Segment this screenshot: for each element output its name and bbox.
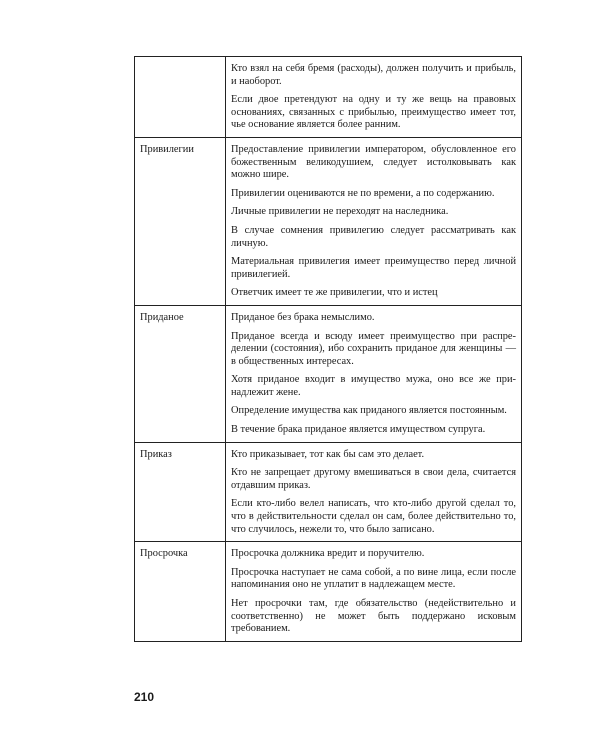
maxim-text: Материальная привилегия имеет преимущество перед личной привилегией.	[231, 256, 516, 280]
maxims-cell	[226, 305, 522, 442]
maxim-text: Нет просрочки там, где обязательство (недействительно и соответственно) не может быть поддержано исковым требованием.	[231, 598, 516, 635]
maxim-text: Приданое без брака немыслимо.	[231, 311, 375, 323]
maxim-text: В течение брака приданое является имуществом супруга.	[231, 424, 486, 436]
table-row	[135, 57, 522, 138]
maxim-text: Определение имущества как приданого является постоянным.	[231, 405, 507, 417]
term-cell: Приданое	[135, 305, 226, 442]
maxim-text: Привилегии оцениваются не по времени, а по содержанию.	[231, 187, 495, 199]
maxim-text: Если двое претендуют на одну и ту же вещь на правовых основаниях, связанных с прибылью, преимущество имеет тот, чье основание является более ранним.	[231, 94, 516, 131]
maxim-text: Если кто-либо велел написать, что кто-либо другой сделал то, что в действительности сделал он сам, более действительно то, что случилось, нежели то, что было записано.	[231, 498, 516, 535]
maxim-text: Кто взял на себя бремя (расходы), должен получить и прибыль, и наоборот.	[231, 63, 516, 87]
table-row	[135, 137, 522, 305]
maxim-text: Просрочка должника вредит и поручителю.	[231, 548, 425, 560]
table-row	[135, 305, 522, 442]
maxims-cell	[226, 442, 522, 542]
maxim-text: Предоставление привилегии императором, обусловленное его божественным великодушием, следует истолковывать как можно шире.	[231, 143, 516, 181]
maxims-cell	[226, 137, 522, 305]
term-cell: Приказ	[135, 442, 226, 542]
table-row	[135, 542, 522, 642]
maxims-cell	[226, 57, 522, 138]
maxim-text: В случае сомнения привилегию следует рассматривать как личную.	[231, 224, 516, 249]
maxim-text: Хотя приданое входит в имущество мужа, оно все же принадлежит жене.	[231, 374, 516, 398]
term-cell: Просрочка	[135, 542, 226, 642]
maxim-text: Кто приказывает, тот как бы сам это делает.	[231, 448, 425, 460]
maxim-text: Ответчик имеет те же привилегии, что и истец	[231, 287, 438, 299]
table-row	[135, 442, 522, 542]
maxim-text: Личные привилегии не переходят на наследника.	[231, 206, 449, 218]
term-cell	[135, 57, 226, 138]
maxim-text: Просрочка наступает не сама собой, а по вине лица, если после напоминания оно не уплатит в надлежащем месте.	[231, 566, 516, 591]
maxim-text: Кто не запрещает другому вмешиваться в свои дела, считается отдавшим приказ.	[231, 467, 516, 491]
maxims-table	[134, 56, 522, 642]
maxims-cell	[226, 542, 522, 642]
maxim-text: Приданое всегда и всюду имеет преимущество при распределении (состояния), ибо сохранить приданое для женщины — в общественных интересах.	[231, 330, 516, 367]
page-number: 210	[134, 690, 155, 704]
term-cell: Привилегии	[135, 137, 226, 305]
